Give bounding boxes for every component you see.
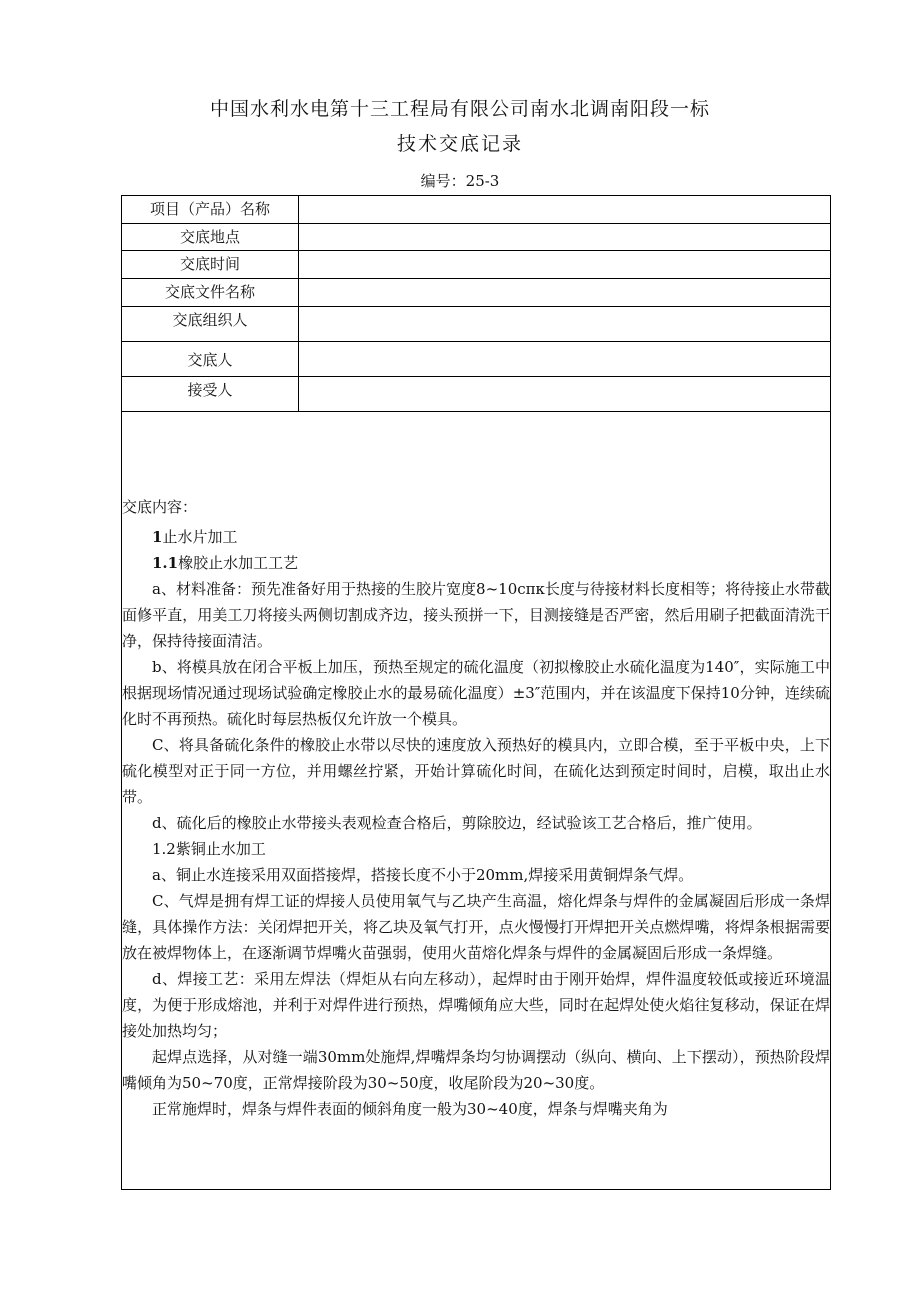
paragraph-vulcanize: C、将具备硫化条件的橡胶止水带以尽快的速度放入预热好的模具内，立即合模，至于平板中央，上下硫化模型对正于同一方位，并用螺丝拧紧，开始计算硫化时间，在硫化达到预定时间时，启模，取出止水带。 <box>122 736 830 806</box>
row-label-project-name: 项目（产品）名称 <box>149 200 270 218</box>
table-row <box>122 250 830 278</box>
disclosure-content <box>122 494 830 1122</box>
table-row <box>122 306 830 341</box>
document-title: 中国水利水电第十三工程局有限公司南水北调南阳段一标 <box>209 98 710 120</box>
value-cell-presenter <box>299 341 831 376</box>
label-cell <box>122 250 299 278</box>
code-value: 25-3 <box>465 172 500 190</box>
row-label-time: 交底时间 <box>179 254 240 273</box>
row-label-file-name: 交底文件名称 <box>164 282 255 301</box>
info-table <box>122 196 830 412</box>
paragraph-gas-welding: C、气焊是拥有焊工证的焊接人员使用氧气与乙块产生高温，熔化焊条与焊件的金属凝固后形成一条焊缝，具体操作方法：关闭焊把开关，将乙块及氧气打开，点火慢慢打开焊把开关点燃焊嘴，将焊条根据需要放在被焊物体上，在逐渐调节焊嘴火苗强弱，使用火苗熔化焊条与焊件的金属凝固后形成一条焊缝。 <box>122 892 830 962</box>
table-row <box>122 223 830 250</box>
label-cell <box>122 376 299 411</box>
section-1-1-heading <box>122 550 830 576</box>
section-1-2-heading <box>122 836 830 862</box>
label-cell <box>122 341 299 376</box>
paragraph-mold-preheat: b、将模具放在闭合平板上加压，预热至规定的硫化温度（初拟橡胶止水硫化温度为140″，实际施工中根据现场情况通过现场试验确定橡胶止水的最易硫化温度）±3″范围内，并在该温度下保持10分钟，连续硫化时不再预热。硫化时每层热板仅允许放一个模具。 <box>122 658 830 728</box>
section-1-2-number: 1.2 <box>152 840 176 858</box>
section-1-number: 1 <box>152 528 163 546</box>
paragraph-inspection: d、硫化后的橡胶止水带接头表观检查合格后，剪除胶边，经试验该工艺合格后，推广使用。 <box>152 814 762 832</box>
value-cell-receiver <box>299 376 831 411</box>
value-cell-file-name <box>299 278 831 306</box>
value-cell-organizer <box>299 306 831 341</box>
paragraph-copper-lap-weld: a、铜止水连接采用双面搭接焊，搭接长度不小于20mm,焊接采用黄铜焊条气焊。 <box>152 866 694 884</box>
row-label-presenter: 交底人 <box>187 350 233 369</box>
code-label: 编号： <box>420 172 466 190</box>
row-label-receiver: 接受人 <box>187 380 233 399</box>
section-1-heading <box>122 524 830 550</box>
content-label: 交底内容： <box>122 498 198 516</box>
table-row <box>122 278 830 306</box>
section-1-2-title: 紫铜止水加工 <box>175 840 266 858</box>
label-cell <box>122 223 299 250</box>
paragraph-normal-welding: 正常施焊时，焊条与焊件表面的倾斜角度一般为30~40度，焊条与焊嘴夹角为 <box>152 1100 668 1118</box>
value-cell-location <box>299 223 831 250</box>
record-frame <box>121 195 831 1190</box>
label-cell <box>122 278 299 306</box>
paragraph-material-prep: a、材料准备：预先准备好用于热接的生胶片宽度8~10cπκ长度与待接材料长度相等；将待接止水带截面修平直，用美工刀将接头两侧切割成齐边，接头预拼一下，目测接缝是否严密，然后用刷子把截面清洗干净，保持待接面清洁。 <box>122 580 830 650</box>
value-cell-time <box>299 250 831 278</box>
row-label-location: 交底地点 <box>179 227 240 246</box>
document-subtitle: 技术交底记录 <box>396 133 523 155</box>
section-1-1-title: 橡胶止水加工工艺 <box>178 554 299 572</box>
value-cell-project-name <box>299 196 831 223</box>
table-row <box>122 341 830 376</box>
row-label-organizer: 交底组织人 <box>172 310 248 329</box>
document-code <box>0 170 920 191</box>
paragraph-welding-process: d、焊接工艺：采用左焊法（焊炬从右向左移动），起焊时由于刚开始焊，焊件温度较低或接近环境温度，为便于形成熔池，并利于对焊件进行预热，焊嘴倾角应大些，同时在起焊处使火焰往复移动，保证在焊接处加热均匀； <box>122 970 830 1040</box>
label-cell <box>122 196 299 223</box>
table-row <box>122 376 830 411</box>
table-row <box>122 196 830 223</box>
section-1-title: 止水片加工 <box>162 528 238 546</box>
paragraph-start-point: 起焊点选择，从对缝一端30mm处施焊,焊嘴焊条均匀协调摆动（纵向、横向、上下摆动），预热阶段焊嘴倾角为50~70度，正常焊接阶段为30~50度，收尾阶段为20~30度。 <box>122 1048 830 1092</box>
label-cell <box>122 306 299 341</box>
section-1-1-number: 1.1 <box>152 554 179 572</box>
